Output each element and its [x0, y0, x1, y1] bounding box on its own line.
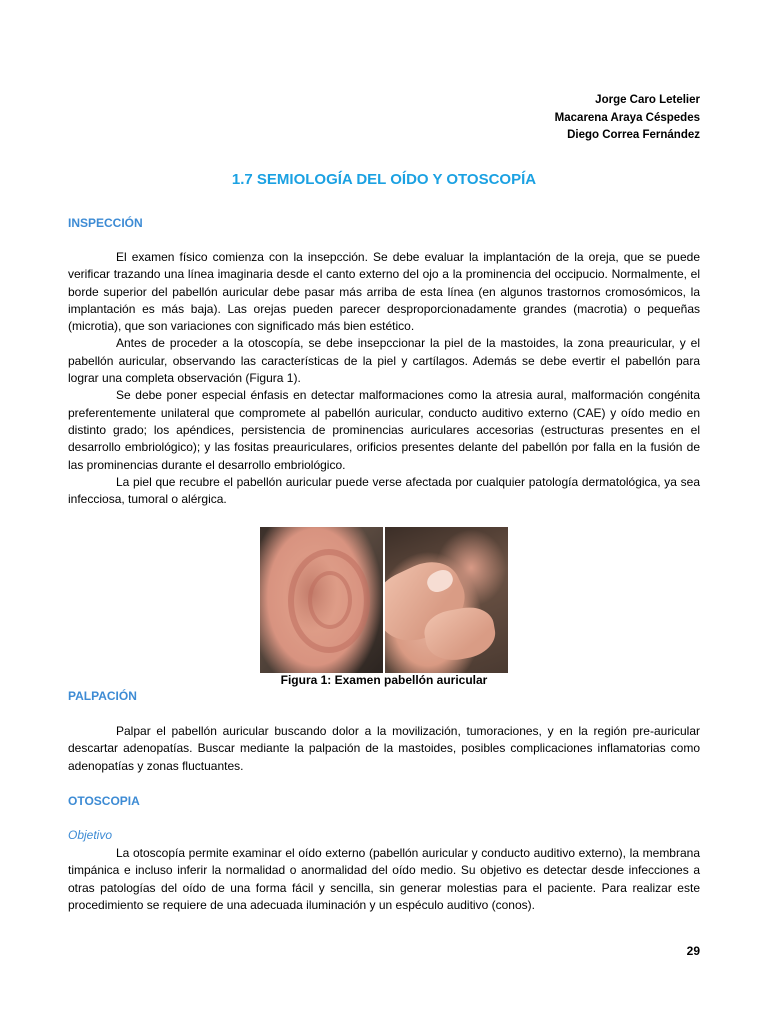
ear-photo-right: [385, 527, 508, 673]
paragraph: Se debe poner especial énfasis en detectar malformaciones como la atresia aural, malformación congénita preferentemente unilateral que compromete al pabellón auricular, conducto auditivo externo (CAE) y oído medio en distinto grado; los apéndices, persistencia de prominencias auriculares accesorias (estructuras presentes en el desarrollo embriológico); y las fositas preauriculares, orificios presentes delante del pabellón por falla en la fusión de las prominencias durante el desarrollo embriológico.: [68, 388, 700, 472]
author-name: Diego Correa Fernández: [567, 129, 700, 141]
author-name: Macarena Araya Céspedes: [554, 111, 700, 124]
author-list: [555, 92, 700, 145]
ear-photo-left: [260, 527, 383, 673]
palpacion-body: [68, 723, 700, 775]
figure-ear-exam: [260, 527, 508, 673]
subsection-heading-objetivo: Objetivo: [68, 828, 113, 842]
inspeccion-body: [68, 249, 700, 508]
paragraph: Palpar el pabellón auricular buscando dolor a la movilización, tumoraciones, y en la región pre-auricular descartar adenopatías. Buscar mediante la palpación de la mastoides, posibles complicaciones inflamatorias como adenopatías y zonas fluctuantes.: [68, 724, 700, 773]
section-heading-palpacion: PALPACIÓN: [68, 689, 137, 703]
otoscopia-body: [68, 845, 700, 914]
page-number: 29: [686, 944, 700, 958]
section-heading-inspeccion: INSPECCIÓN: [68, 216, 143, 230]
paragraph: El examen físico comienza con la insepcción. Se debe evaluar la implantación de la oreja, que se puede verificar trazando una línea imaginaria desde el canto externo del ojo a la prominencia del occipucio. Normalmente, el borde superior del pabellón auricular debe pasar más arriba de esta línea (en algunos trastornos cromosómicos, la implantación es más baja). Las orejas pueden parecer desproporcionadamente grandes (macrotia) o pequeñas (microtia), que son variaciones con significado más bien estético.: [68, 250, 700, 334]
chapter-title: 1.7 SEMIOLOGÍA DEL OÍDO Y OTOSCOPÍA: [231, 171, 537, 188]
figure-caption: Figura 1: Examen pabellón auricular: [280, 673, 488, 687]
section-heading-otoscopia: OTOSCOPIA: [68, 794, 140, 808]
paragraph: La otoscopía permite examinar el oído externo (pabellón auricular y conducto auditivo externo), la membrana timpánica e incluso inferir la normalidad o anormalidad del oído medio. Su objetivo es detectar desde infecciones a otras patologías del oído de una forma fácil y sencilla, sin generar molestias para el paciente. Para realizar este procedimiento se requiere de una adecuada iluminación y un espéculo auditivo (conos).: [68, 846, 700, 912]
paragraph: La piel que recubre el pabellón auricular puede verse afectada por cualquier patología dermatológica, ya sea infecciosa, tumoral o alérgica.: [68, 474, 700, 507]
paragraph: Antes de proceder a la otoscopía, se debe insepccionar la piel de la mastoides, la zona preauricular, y el pabellón auricular, observando las características de la piel y cartílagos. Además se debe evertir el pabellón para lograr una completa observación (Figura 1).: [68, 336, 700, 386]
author-name: Jorge Caro Letelier: [595, 94, 700, 106]
